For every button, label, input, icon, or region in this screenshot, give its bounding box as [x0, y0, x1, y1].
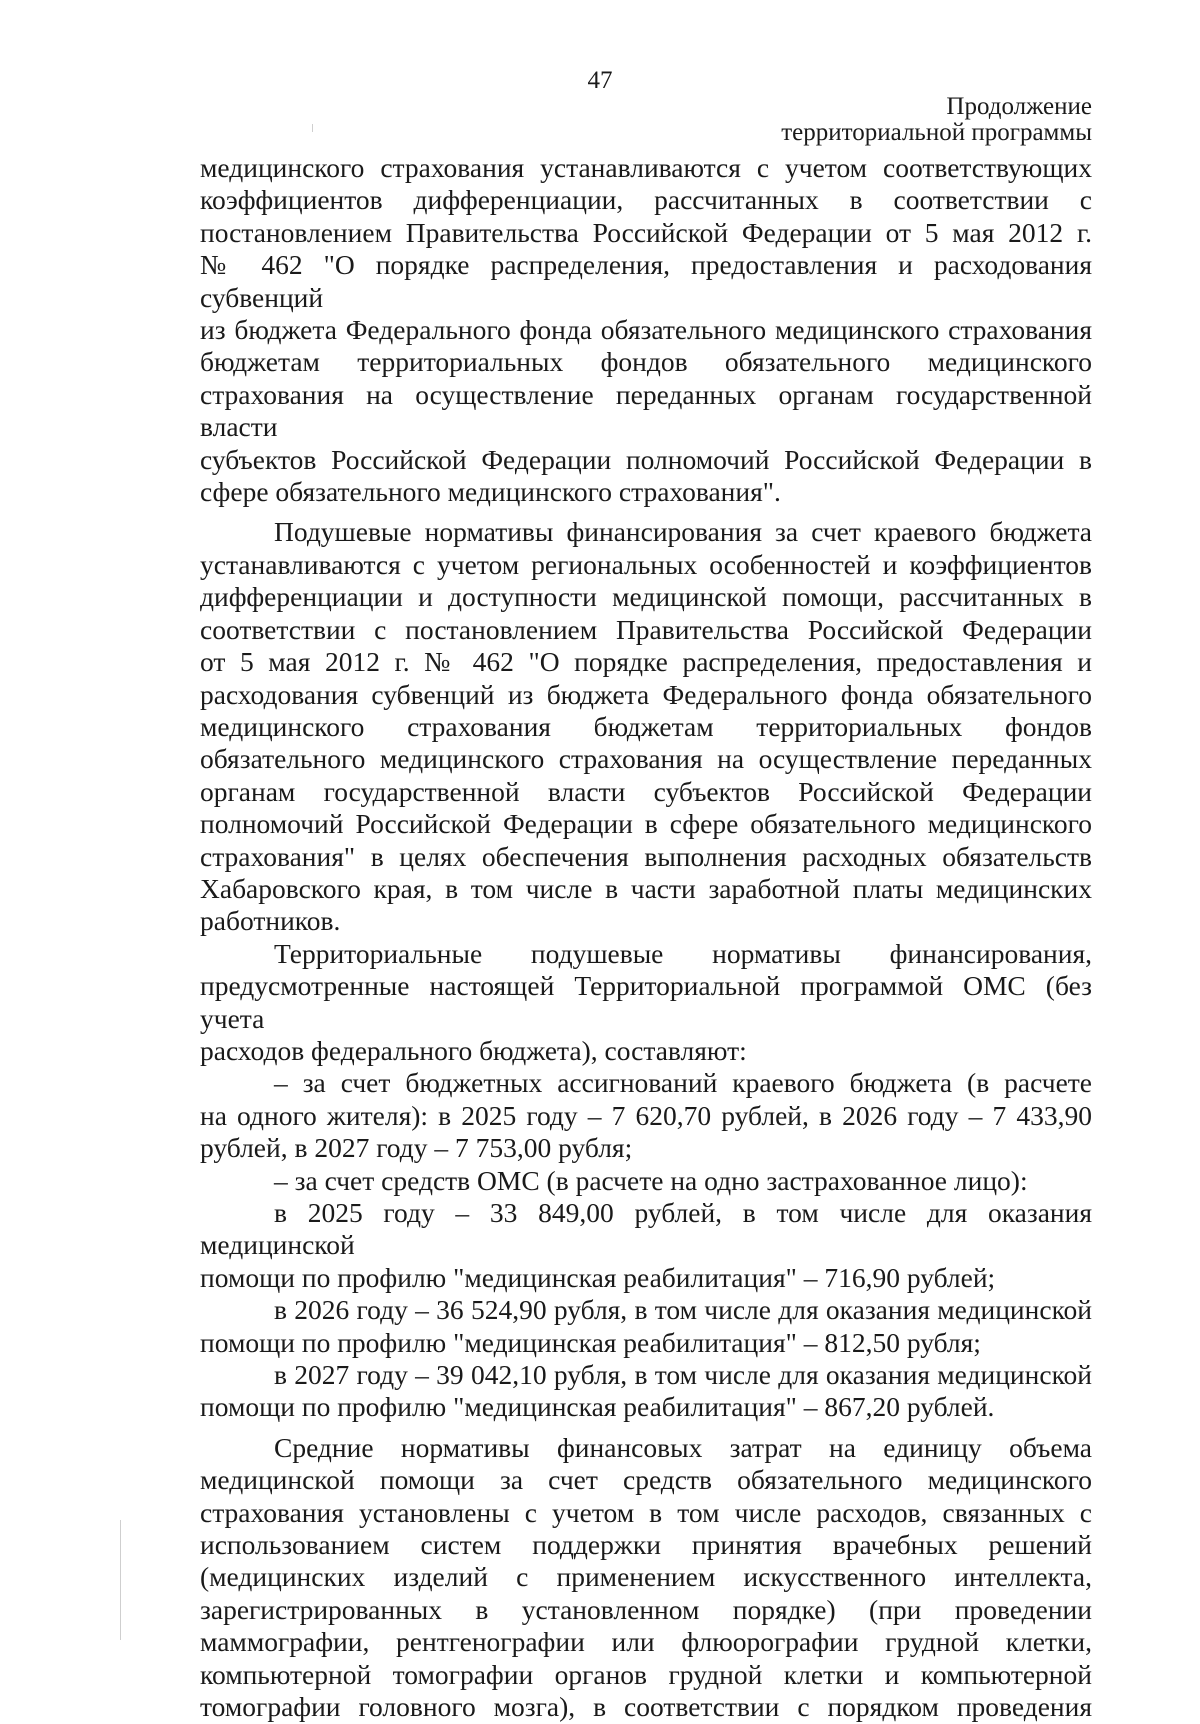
paragraph-p2-line: медицинского страхования бюджетам территориальных фондов — [200, 710, 1092, 742]
paragraph-p2-line: обязательного медицинского страхования на осуществление переданных — [200, 743, 1092, 775]
scan-artifact — [312, 124, 313, 132]
continuation-header — [781, 94, 1092, 146]
paragraph-p6-line: в 2025 году – 33 849,00 рублей, в том числе для оказания медицинской — [200, 1197, 1092, 1261]
paragraph-p3-line: расходов федерального бюджета), составляют: — [200, 1034, 747, 1066]
paragraph-p2-line: соответствии с постановлением Правительства Российской Федерации — [200, 613, 1092, 645]
paragraph-p9-line: Средние нормативы финансовых затрат на единицу объема — [274, 1431, 1092, 1463]
page-number: 47 — [587, 67, 613, 94]
paragraph-p1-line: постановлением Правительства Российской Федерации от 5 мая 2012 г. — [200, 216, 1092, 248]
paragraph-p7-line: в 2026 году – 36 524,90 рубля, в том числе для оказания медицинской — [274, 1294, 1092, 1326]
paragraph-p6-line: помощи по профилю "медицинская реабилитация" – 716,90 рублей; — [200, 1261, 996, 1293]
paragraph-p1-line: коэффициентов дифференциации, рассчитанных в соответствии с — [200, 184, 1092, 216]
document-body — [200, 152, 1092, 1724]
paragraph-p9-line: маммографии, рентгенографии или флюорографии грудной клетки, — [200, 1626, 1092, 1658]
paragraph-p1-line: сфере обязательного медицинского страхования". — [200, 476, 781, 508]
paragraph-p8-line: помощи по профилю "медицинская реабилитация" – 867,20 рублей. — [200, 1391, 995, 1423]
paragraph-p2-line: устанавливаются с учетом региональных особенностей и коэффициентов — [200, 548, 1092, 580]
paragraph-p4-line: – за счет бюджетных ассигнований краевого бюджета (в расчете — [274, 1067, 1092, 1099]
paragraph-p2-line: страхования" в целях обеспечения выполнения расходных обязательств — [200, 840, 1092, 872]
paragraph-p4-line: на одного жителя): в 2025 году – 7 620,70 рублей, в 2026 году – 7 433,90 — [200, 1099, 1092, 1131]
continuation-label: Продолжение — [946, 93, 1092, 120]
paragraph-p3-line: Территориальные подушевые нормативы финансирования, — [274, 937, 1092, 969]
paragraph-p2-line: Хабаровского края, в том числе в части заработной платы медицинских — [200, 872, 1092, 904]
paragraph-p3-line: предусмотренные настоящей Территориальной программой ОМС (без учета — [200, 970, 1092, 1034]
paragraph-p1-line: медицинского страхования устанавливаются с учетом соответствующих — [200, 152, 1092, 183]
paragraph-p1-line: страхования на осуществление переданных органам государственной власти — [200, 378, 1092, 443]
paragraph-p7-line: помощи по профилю "медицинская реабилитация" – 812,50 рубля; — [200, 1326, 981, 1358]
paragraph-p2-line: от 5 мая 2012 г. № 462 "О порядке распределения, предоставления и — [200, 646, 1092, 678]
paragraph-p1-line: № 462 "О порядке распределения, предоставления и расходования субвенций — [200, 249, 1092, 313]
paragraph-p2-line: расходования субвенций из бюджета Федерального фонда обязательного — [200, 678, 1092, 710]
scan-artifact — [120, 1520, 121, 1640]
paragraph-p9-line: компьютерной томографии органов грудной клетки и компьютерной — [200, 1658, 1092, 1690]
paragraph-p2-line: органам государственной власти субъектов Российской Федерации — [200, 775, 1092, 807]
paragraph-p1-line: из бюджета Федерального фонда обязательного медицинского страхования — [200, 314, 1092, 346]
paragraph-p2-line: дифференциации и доступности медицинской помощи, рассчитанных в — [200, 581, 1092, 613]
paragraph-p9-line: страхования установлены с учетом в том числе расходов, связанных с — [200, 1496, 1092, 1528]
paragraph-p9-line: томографии головного мозга), в соответствии с порядком проведения — [200, 1691, 1092, 1723]
paragraph-p9-line: использованием систем поддержки принятия врачебных решений — [200, 1529, 1092, 1561]
paragraph-p5-line: – за счет средств ОМС (в расчете на одно застрахованное лицо): — [274, 1164, 1028, 1196]
paragraph-p2-line: работников. — [200, 905, 341, 937]
paragraph-p2-line: полномочий Российской Федерации в сфере обязательного медицинского — [200, 808, 1092, 840]
paragraph-p9-line: медицинской помощи за счет средств обязательного медицинского — [200, 1464, 1092, 1496]
paragraph-p4-line: рублей, в 2027 году – 7 753,00 рубля; — [200, 1132, 633, 1164]
paragraph-p2-line: Подушевые нормативы финансирования за счет краевого бюджета — [274, 516, 1092, 548]
paragraph-p9-line: (медицинских изделий с применением искусственного интеллекта, — [200, 1561, 1092, 1593]
paragraph-p1-line: бюджетам территориальных фондов обязательного медицинского — [200, 346, 1092, 378]
paragraph-p9-line: зарегистрированных в установленном порядке) (при проведении — [200, 1593, 1092, 1625]
paragraph-p8-line: в 2027 году – 39 042,10 рубля, в том числе для оказания медицинской — [274, 1359, 1092, 1391]
paragraph-p1-line: субъектов Российской Федерации полномочий Российской Федерации в — [200, 443, 1092, 475]
continuation-program: территориальной программы — [781, 119, 1092, 146]
